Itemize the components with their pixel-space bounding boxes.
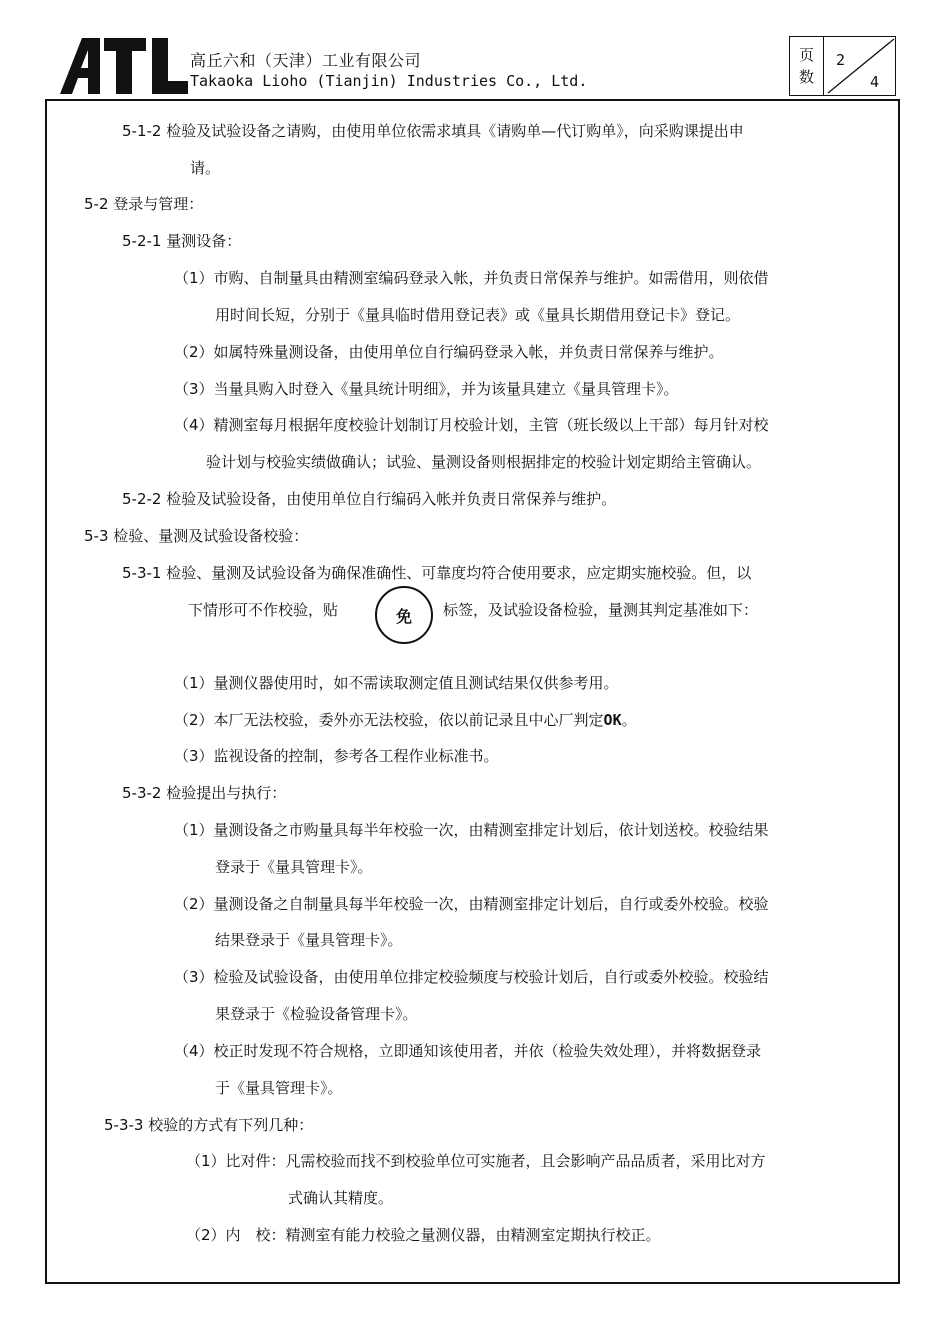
item-5-3-2-1: （1）量测设备之市购量具每半年校验一次，由精测室排定计划后，依计划送校。校验结果: [174, 821, 769, 839]
page-divider-slash: [824, 37, 896, 95]
exempt-stamp: 免: [375, 586, 433, 644]
page-total: 4: [870, 73, 880, 91]
clause-5-2-1-heading: 5-2-1 量测设备：: [122, 232, 242, 250]
page-current: 2: [836, 51, 846, 69]
section-5-2-heading: 5-2 登录与管理：: [84, 195, 204, 213]
item-5-3-3-2: （2）内 校：精测室有能力校验之量测仪器，由精测室定期执行校正。: [186, 1226, 661, 1244]
item-5-3-2-4: （4）校正时发现不符合规格，立即通知该使用者，并依（检验失效处理），并将数据登录: [174, 1042, 762, 1060]
item-5-3-3-1-cont: 式确认其精度。: [288, 1189, 394, 1207]
item-5-2-1-3: （3）当量具购入时登入《量具统计明细》，并为该量具建立《量具管理卡》。: [174, 380, 679, 398]
item-5-3-2-3: （3）检验及试验设备，由使用单位排定校验频度与校验计划后，自行或委外校验。校验结: [174, 968, 769, 986]
item-5-3-1-2-end: 。: [621, 711, 637, 729]
page-number-box: [789, 36, 896, 96]
clause-5-3-1: 5-3-1 检验、量测及试验设备为确保准确性、可靠度均符合使用要求，应定期实施校验。但，以: [122, 564, 752, 582]
clause-5-2-2: 5-2-2 检验及试验设备，由使用单位自行编码入帐并负责日常保养与维护。: [122, 490, 617, 508]
ok-mark: OK: [603, 711, 622, 729]
company-name-en: Takaoka Lioho (Tianjin) Industries Co., Ltd.: [190, 72, 588, 90]
page-label-text: 页数: [798, 46, 814, 86]
company-name: [190, 50, 587, 92]
item-5-2-1-4-cont: 验计划与校验实绩做确认；试验、量测设备则根据排定的校验计划定期给主管确认。: [206, 453, 762, 471]
clause-5-3-1-cont-b: 标签，及试验设备检验，量测其判定基准如下：: [443, 601, 759, 619]
item-5-3-2-2: （2）量测设备之自制量具每半年校验一次，由精测室排定计划后，自行或委外校验。校验: [174, 895, 769, 913]
company-name-cn: 高丘六和（天津）工业有限公司: [190, 51, 422, 70]
atl-logo: [60, 36, 188, 96]
clause-5-1-2-cont: 请。: [190, 159, 221, 177]
item-5-3-2-4-cont: 于《量具管理卡》。: [215, 1079, 343, 1097]
item-5-3-2-3-cont: 果登录于《检验设备管理卡》。: [215, 1005, 418, 1023]
item-5-2-1-1-cont: 用时间长短，分别于《量具临时借用登记表》或《量具长期借用登记卡》登记。: [215, 306, 741, 324]
clause-5-3-3-heading: 5-3-3 校验的方式有下列几种：: [104, 1116, 314, 1134]
item-5-3-1-2: [174, 710, 637, 730]
item-5-3-1-1: （1）量测仪器使用时，如不需读取测定值且测试结果仅供参考用。: [174, 674, 619, 692]
section-5-3-heading: 5-3 检验、量测及试验设备校验：: [84, 527, 309, 545]
item-5-3-2-2-cont: 结果登录于《量具管理卡》。: [215, 931, 403, 949]
clause-5-3-2-heading: 5-3-2 检验提出与执行：: [122, 784, 287, 802]
item-5-3-1-3: （3）监视设备的控制，参考各工程作业标准书。: [174, 747, 499, 765]
page-label: [790, 37, 824, 95]
clause-5-3-1-cont-a: 下情形可不作校验，贴: [188, 601, 339, 619]
item-5-3-2-1-cont: 登录于《量具管理卡》。: [215, 858, 373, 876]
item-5-3-3-1: （1）比对件：凡需校验而找不到校验单位可实施者，且会影响产品品质者，采用比对方: [186, 1152, 766, 1170]
clause-5-1-2: 5-1-2 检验及试验设备之请购，由使用单位依需求填具《请购单—代订购单》，向采购课提出申: [122, 122, 744, 140]
item-5-3-1-2-text: （2）本厂无法校验，委外亦无法校验，依以前记录且中心厂判定: [174, 711, 604, 729]
item-5-2-1-2: （2）如属特殊量测设备，由使用单位自行编码登录入帐，并负责日常保养与维护。: [174, 343, 724, 361]
item-5-2-1-1: （1）市购、自制量具由精测室编码登录入帐，并负责日常保养与维护。如需借用，则依借: [174, 269, 769, 287]
item-5-2-1-4: （4）精测室每月根据年度校验计划制订月校验计划，主管（班长级以上干部）每月针对校: [174, 416, 769, 434]
